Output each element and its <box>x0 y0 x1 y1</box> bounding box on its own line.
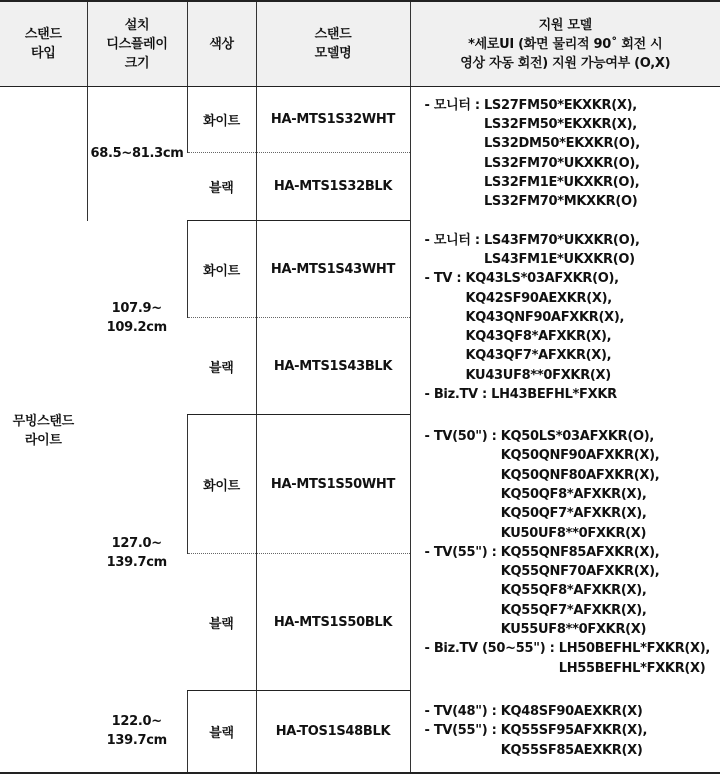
model-item: LS32FM70*MKXKR(O) <box>483 194 638 210</box>
display-size-text: 109.2cm <box>106 319 167 335</box>
stand-model-cell: HA-MTS1S50WHT <box>256 415 410 554</box>
stand-model-cell: HA-MTS1S50BLK <box>256 554 410 691</box>
display-size-text: 127.0~ <box>111 535 162 551</box>
model-group-label: - Biz.TV : <box>424 387 492 403</box>
model-item: KQ55QF8*AFXKR(X), <box>500 583 647 599</box>
model-group-label: - TV(48") : <box>424 704 501 720</box>
supported-models-cell <box>410 221 720 415</box>
model-item: LS43FM1E*UKXKR(O) <box>483 251 635 267</box>
stand-type-text: 무빙스탠드 <box>12 414 74 430</box>
model-item: KQ43QF8*AFXKR(X), <box>465 329 612 345</box>
model-item: LS32DM50*EKXKR(O), <box>483 136 640 152</box>
color-cell: 화이트 <box>187 87 256 153</box>
model-item: KQ43LS*03AFXKR(O), <box>465 271 619 287</box>
color-cell: 화이트 <box>187 221 256 318</box>
header-text: 모델명 <box>314 46 352 61</box>
color-cell: 블랙 <box>187 554 256 691</box>
header-text: 디스플레이 <box>106 36 168 52</box>
model-item: KU50UF8**0FXKR(X) <box>500 525 647 541</box>
display-size-text: 139.7cm <box>106 733 167 748</box>
model-item: KQ50QNF80AFXKR(X), <box>500 467 660 483</box>
header-text: 지원 모델 <box>538 17 592 33</box>
model-item: LS32FM1E*UKXKR(O), <box>483 175 640 191</box>
model-item: KQ55QNF70AFXKR(X), <box>500 564 660 580</box>
model-item: LH55BEFHL*FXKR(X) <box>558 660 706 676</box>
display-size-cell <box>87 691 187 773</box>
color-cell: 블랙 <box>187 153 256 221</box>
display-size-text: 107.9~ <box>111 300 162 316</box>
header-display-size <box>87 1 187 87</box>
supported-models-cell <box>410 87 720 221</box>
model-item: KQ50QNF90AFXKR(X), <box>500 448 660 464</box>
model-item: KQ55QF7*AFXKR(X), <box>500 602 647 618</box>
model-item: KQ42SF90AEXKR(X), <box>465 290 612 306</box>
stand-model-cell: HA-MTS1S32WHT <box>256 87 410 153</box>
header-text: 크기 <box>124 55 150 71</box>
header-color: 색상 <box>187 1 256 87</box>
header-text: 스탠드 <box>24 27 62 42</box>
color-cell: 블랙 <box>187 691 256 773</box>
header-supported-models <box>410 1 720 87</box>
header-row <box>0 1 720 87</box>
model-group <box>425 269 720 385</box>
display-size-text: 139.7cm <box>106 554 167 570</box>
header-stand-model <box>256 1 410 87</box>
model-group <box>425 702 720 721</box>
header-text: *세로UI (화면 물리적 90˚ 회전 시 <box>468 36 663 52</box>
model-item: KQ50QF7*AFXKR(X), <box>500 506 647 522</box>
model-group-label: - 모니터 : <box>424 97 484 113</box>
model-group <box>425 639 720 678</box>
model-group <box>425 427 720 543</box>
table-row <box>0 691 720 773</box>
model-item: LH43BEFHL*FXKR <box>491 387 617 403</box>
table-row <box>0 221 720 318</box>
model-group <box>425 385 720 404</box>
color-cell: 블랙 <box>187 318 256 415</box>
model-group-label: - TV(50") : <box>424 429 501 445</box>
model-group-label: - TV(55") : <box>424 544 501 560</box>
model-item: LS27FM50*EKXKR(X), <box>483 97 637 113</box>
table-row <box>0 87 720 153</box>
model-item: KQ50LS*03AFXKR(O), <box>500 429 655 445</box>
model-item: LS32FM50*EKXKR(X), <box>483 117 637 133</box>
color-cell: 화이트 <box>187 415 256 554</box>
header-text: 스탠드 <box>314 27 352 42</box>
model-item: KQ55SF85AEXKR(X) <box>500 742 643 758</box>
supported-models-cell <box>410 691 720 773</box>
stand-model-cell: HA-MTS1S43BLK <box>256 318 410 415</box>
display-size-cell <box>87 87 187 221</box>
header-text: 타입 <box>30 46 56 61</box>
model-item: LS43FM70*UKXKR(O), <box>483 232 640 248</box>
model-item: KU43UF8**0FXKR(X) <box>465 367 611 383</box>
model-item: KQ48SF90AEXKR(X) <box>500 704 643 720</box>
model-group <box>425 96 720 212</box>
model-item: KQ55SF95AFXKR(X), <box>500 723 648 739</box>
display-size-text: 68.5~81.3cm <box>90 146 184 162</box>
model-group-label: - 모니터 : <box>424 232 484 248</box>
header-text: 설치 <box>124 17 150 33</box>
model-item: LS32FM70*UKXKR(O), <box>483 155 640 171</box>
model-item: KQ50QF8*AFXKR(X), <box>500 486 647 502</box>
header-stand-type <box>0 1 87 87</box>
model-item: KU55UF8**0FXKR(X) <box>500 622 647 638</box>
stand-type-text: 라이트 <box>24 433 62 449</box>
header-text: 영상 자동 회전) 지원 가능여부 (O,X) <box>460 55 671 71</box>
model-item: KQ55QNF85AFXKR(X), <box>500 544 660 560</box>
display-size-cell <box>87 415 187 691</box>
model-item: KQ43QF7*AFXKR(X), <box>465 348 612 364</box>
stand-model-cell: HA-MTS1S32BLK <box>256 153 410 221</box>
stand-model-cell: HA-MTS1S43WHT <box>256 221 410 318</box>
display-size-text: 122.0~ <box>111 714 162 729</box>
model-item: LH50BEFHL*FXKR(X), <box>558 641 711 657</box>
supported-models-cell <box>410 415 720 691</box>
model-group-label: - Biz.TV (50~55") : <box>424 641 559 657</box>
model-item: KQ43QNF90AFXKR(X), <box>465 309 625 325</box>
stand-type-cell <box>0 87 87 773</box>
model-group-label: - TV(55") : <box>424 723 501 739</box>
model-group-label: - TV : <box>424 271 466 287</box>
model-group <box>425 543 720 639</box>
stand-model-cell: HA-TOS1S48BLK <box>256 691 410 773</box>
model-group <box>425 721 720 760</box>
display-size-cell <box>87 221 187 415</box>
model-group <box>425 231 720 270</box>
table-row <box>0 415 720 554</box>
